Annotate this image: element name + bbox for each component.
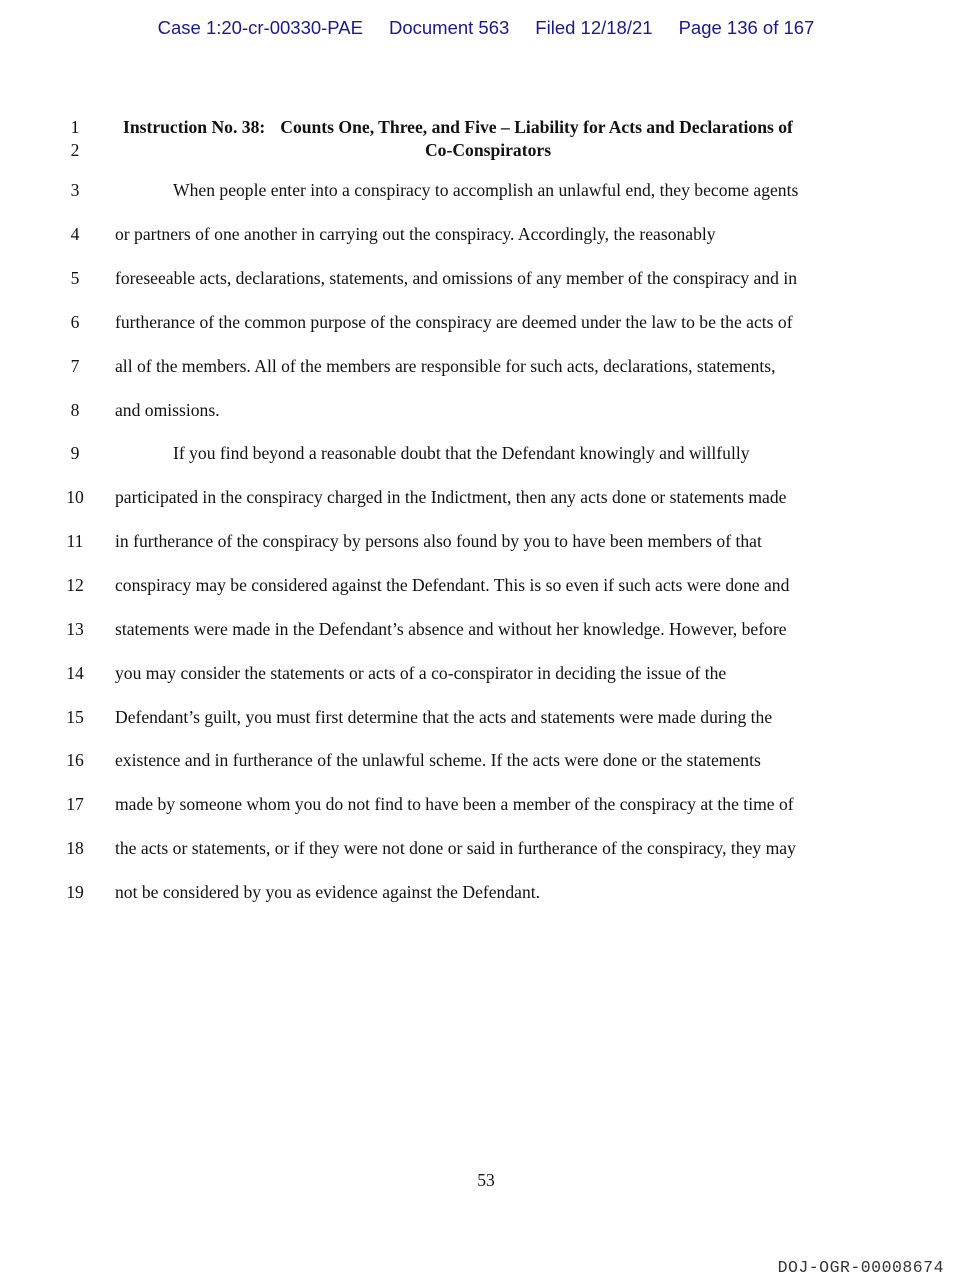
instruction-title-continued: Co-Conspirators [424,140,552,160]
title-line-2 [0,138,972,162]
line-number: 3 [70,180,80,200]
line-number: 14 [66,663,84,683]
body-line [0,573,972,597]
line-number: 9 [70,443,80,463]
title-line-1 [0,115,972,139]
line-text: you may consider the statements or acts of a co-conspirator in deciding the issue of the [115,663,727,683]
line-text: furtherance of the common purpose of the conspiracy are deemed under the law to be the acts of [115,312,793,332]
line-number: 18 [66,838,84,858]
line-text: and omissions. [115,400,220,420]
bates-number: DOJ-OGR-00008674 [777,1258,944,1277]
line-text: participated in the conspiracy charged in the Indictment, then any acts done or statements made [115,487,787,507]
line-number: 5 [70,268,80,288]
line-text: not be considered by you as evidence against the Defendant. [115,882,541,902]
line-number: 13 [66,619,84,639]
line-number: 17 [66,794,84,814]
line-number: 4 [70,224,80,244]
line-text: in furtherance of the conspiracy by persons also found by you to have been members of that [115,531,762,551]
line-number: 12 [66,575,84,595]
line-number: 2 [70,140,80,160]
filed-date: Filed 12/18/21 [535,17,653,38]
body-line [0,661,972,685]
line-number: 11 [66,531,84,551]
body-line [0,178,972,202]
line-number: 7 [70,356,80,376]
body-line [0,617,972,641]
body-line [0,310,972,334]
line-number: 15 [66,707,84,727]
line-number: 16 [66,750,84,770]
line-text: all of the members. All of the members are responsible for such acts, declarations, statements, [115,356,776,376]
body-line [0,266,972,290]
line-text: When people enter into a conspiracy to accomplish an unlawful end, they become agents [173,180,799,200]
line-text: statements were made in the Defendant’s absence and without her knowledge. However, before [115,619,787,639]
body-line [0,836,972,860]
line-text: Defendant’s guilt, you must first determine that the acts and statements were made during the [115,707,773,727]
body-line [0,880,972,904]
line-text: If you find beyond a reasonable doubt that the Defendant knowingly and willfully [173,443,750,463]
case-number: Case 1:20-cr-00330-PAE [157,17,363,38]
body-line [0,485,972,509]
body-line [0,705,972,729]
ecf-filing-header [0,17,972,39]
instruction-heading [123,115,793,139]
line-text: existence and in furtherance of the unlawful scheme. If the acts were done or the statements [115,750,761,770]
body-line [0,222,972,246]
body-line [0,529,972,553]
body-line [0,792,972,816]
line-number: 6 [70,312,80,332]
document-number: Document 563 [388,17,510,38]
line-text: or partners of one another in carrying out the conspiracy. Accordingly, the reasonably [115,224,716,244]
body-line [0,441,972,465]
line-text: conspiracy may be considered against the Defendant. This is so even if such acts were done and [115,575,790,595]
line-number: 8 [70,400,80,420]
line-text: the acts or statements, or if they were not done or said in furtherance of the conspiracy, they may [115,838,796,858]
body-line [0,354,972,378]
body-line [0,398,972,422]
line-text: foreseeable acts, declarations, statements, and omissions of any member of the conspiracy and in [115,268,798,288]
line-number: 19 [66,882,84,902]
instruction-number: Instruction No. 38: [123,117,266,137]
line-number: 1 [70,117,80,137]
page-of-total: Page 136 of 167 [678,17,815,38]
instruction-title: Counts One, Three, and Five – Liability for Acts and Declarations of [280,117,793,137]
line-text: made by someone whom you do not find to have been a member of the conspiracy at the time of [115,794,794,814]
body-line [0,748,972,772]
line-number: 10 [66,487,84,507]
page-number: 53 [477,1170,495,1190]
